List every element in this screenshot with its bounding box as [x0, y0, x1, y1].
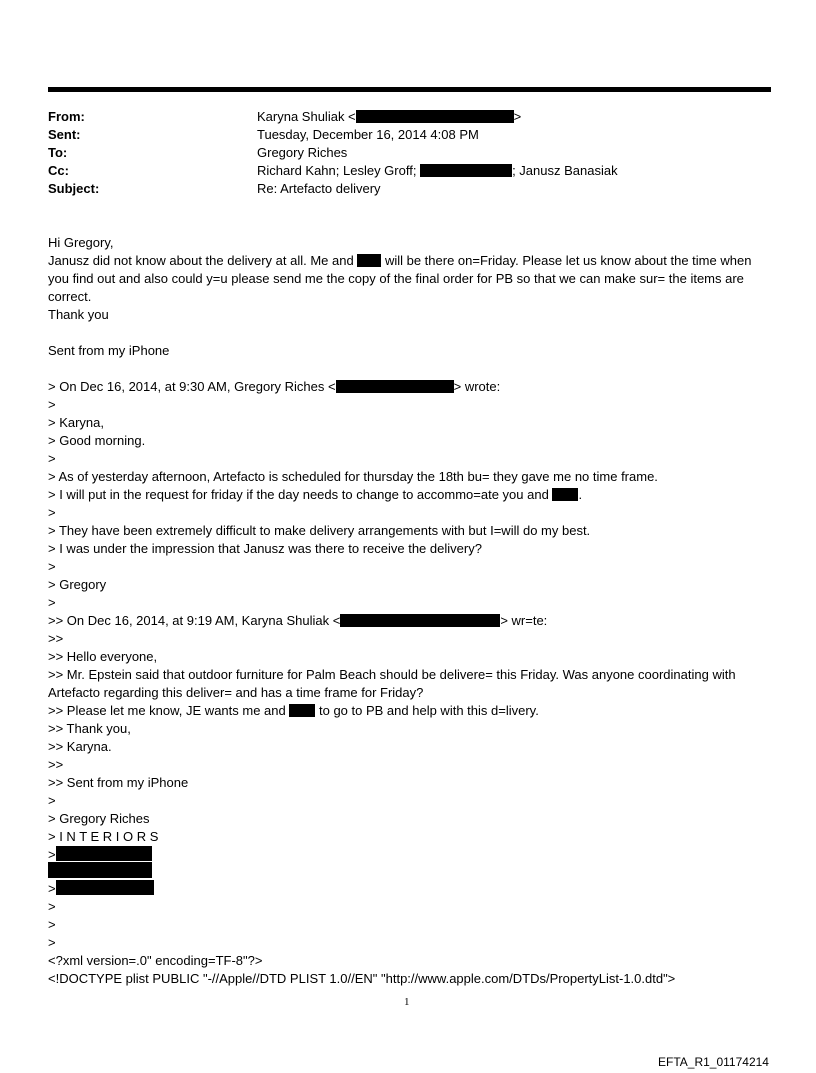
greeting: Hi Gregory,: [48, 235, 114, 250]
message-text-a: Janusz did not know about the delivery at all. Me and: [48, 253, 354, 268]
quote-line: >: [48, 935, 56, 950]
quote-line: >: [48, 451, 56, 466]
quote-line: >: [48, 793, 56, 808]
quote-line: >> Thank you,: [48, 721, 131, 736]
page-number: 1: [404, 996, 410, 1008]
message-paragraph: [48, 252, 773, 306]
quote-text: > wrote:: [453, 379, 501, 394]
quote-text: >: [48, 847, 56, 862]
from-name: Karyna Shuliak <: [257, 109, 356, 124]
quote-line: > Gregory: [48, 577, 107, 592]
quote-text: > wr=te:: [500, 613, 548, 628]
quote-line: >> Karyna.: [48, 739, 112, 754]
thanks-line: Thank you: [48, 307, 109, 322]
quote-line: <?xml version=.0" encoding=TF-8"?>: [48, 953, 263, 968]
quote-line: [48, 378, 500, 396]
redaction-box: [48, 862, 152, 878]
redaction-box: [552, 488, 578, 501]
quote-text: to go to PB and help with this d=livery.: [319, 703, 539, 718]
quote-line: > I was under the impression that Janusz was there to receive the delivery?: [48, 541, 482, 556]
quote-line: >> Sent from my iPhone: [48, 775, 189, 790]
sent-label: Sent:: [48, 127, 81, 142]
quote-line: >>: [48, 631, 64, 646]
to-label: To:: [48, 145, 68, 160]
subject-label: Subject:: [48, 181, 100, 196]
quote-line: >> Mr. Epstein said that outdoor furniture for Palm Beach should be delivere= this Friday. Was anyone coordinating with Artefacto regarding this deliver= and has a time frame for Friday?: [48, 667, 736, 700]
from-value: [257, 108, 521, 126]
quote-line: >>: [48, 757, 64, 772]
redaction-box: [420, 164, 512, 177]
quote-line: [48, 702, 539, 720]
quote-line: [48, 486, 582, 504]
redaction-box: [289, 704, 315, 717]
cc-part-b: ; Janusz Banasiak: [512, 163, 618, 178]
quote-text: > I will put in the request for friday if the day needs to change to accommo=ate you and: [48, 487, 549, 502]
quote-line: >: [48, 505, 56, 520]
quote-line: <!DOCTYPE plist PUBLIC "-//Apple//DTD PLIST 1.0//EN" "http://www.apple.com/DTDs/PropertyList-1.0.dtd">: [48, 971, 676, 986]
quote-line: >: [48, 917, 56, 932]
quote-line: >: [48, 397, 56, 412]
quote-text: .: [578, 487, 583, 502]
quote-text: > On Dec 16, 2014, at 9:30 AM, Gregory Riches <: [48, 379, 336, 394]
redaction-box: [356, 110, 514, 123]
cc-value: [257, 162, 618, 180]
from-label: From:: [48, 109, 85, 124]
quote-line: >: [48, 559, 56, 574]
cc-label: Cc:: [48, 163, 69, 178]
redaction-box: [56, 880, 154, 895]
cc-part-a: Richard Kahn; Lesley Groff;: [257, 163, 417, 178]
sent-value: Tuesday, December 16, 2014 4:08 PM: [257, 127, 479, 142]
signature-line: Sent from my iPhone: [48, 343, 170, 358]
redaction-box: [56, 846, 152, 861]
quote-line: >> Hello everyone,: [48, 649, 158, 664]
quote-line: > Gregory Riches: [48, 811, 150, 826]
quote-text: >> On Dec 16, 2014, at 9:19 AM, Karyna Shuliak <: [48, 613, 341, 628]
redaction-box: [336, 380, 454, 393]
header-rule: [48, 87, 771, 92]
quote-line: > As of yesterday afternoon, Artefacto is scheduled for thursday the 18th bu= they gave me no time frame.: [48, 469, 658, 484]
message-text-b: will be there on=Friday. Please let us know about the time when you find out and also could y=u please send me the copy of the final order for PB so that we can make sur= the items are correct.: [48, 253, 752, 304]
document-id: EFTA_R1_01174214: [658, 1055, 769, 1069]
redaction-box: [340, 614, 500, 627]
quote-line: >: [48, 899, 56, 914]
redaction-box: [357, 254, 381, 267]
quote-text: >: [48, 881, 56, 896]
subject-value: Re: Artefacto delivery: [257, 181, 381, 196]
quote-line: > They have been extremely difficult to make delivery arrangements with but I=will do my best.: [48, 523, 591, 538]
quote-line: [48, 612, 547, 630]
quote-line: > I N T E R I O R S: [48, 829, 159, 844]
quote-line: > Good morning.: [48, 433, 146, 448]
from-close: >: [513, 109, 522, 124]
quote-line: [48, 880, 154, 898]
to-value: Gregory Riches: [257, 145, 348, 160]
quote-text: >> Please let me know, JE wants me and: [48, 703, 286, 718]
quote-line: >: [48, 595, 56, 610]
quote-line: > Karyna,: [48, 415, 105, 430]
